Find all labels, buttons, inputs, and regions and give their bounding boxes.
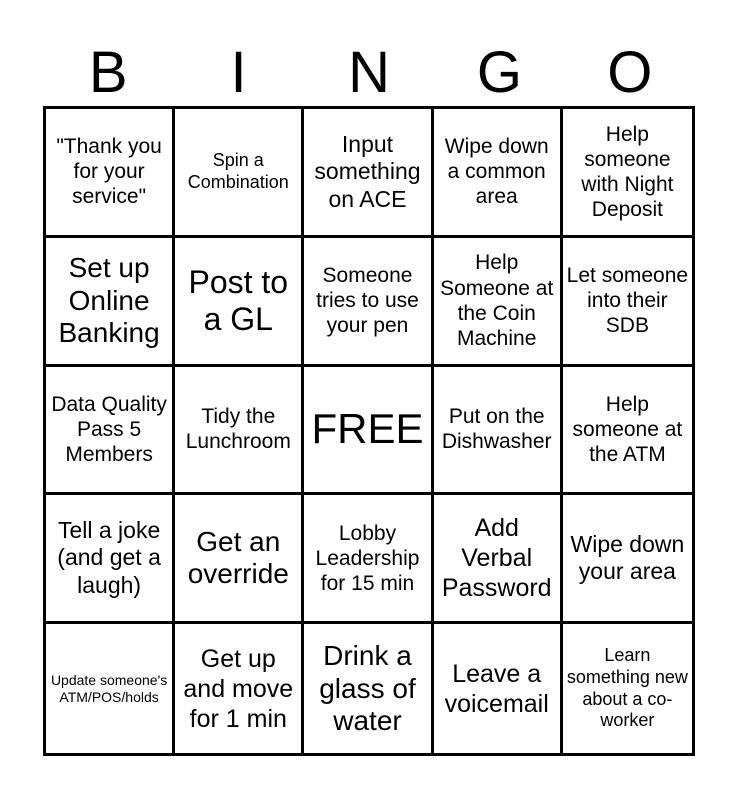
bingo-cell-text: Wipe down a common area	[444, 135, 549, 209]
bingo-cell[interactable]	[304, 495, 433, 624]
bingo-cell-text: Spin a Combination	[187, 150, 289, 192]
bingo-cell[interactable]	[434, 109, 563, 238]
bingo-cell-text: Get up and move for 1 min	[183, 644, 294, 733]
bingo-cell-text: Input something on ACE	[314, 130, 421, 212]
bingo-cell-text: Get an override	[187, 526, 289, 590]
bingo-cell[interactable]	[563, 109, 692, 238]
bingo-card-grid	[43, 106, 695, 756]
bingo-cell-text: Help someone at the ATM	[572, 392, 683, 467]
bingo-cell[interactable]	[46, 109, 175, 238]
bingo-cell[interactable]	[46, 495, 175, 624]
bingo-cell[interactable]	[563, 495, 692, 624]
bingo-cell[interactable]	[304, 367, 433, 496]
bingo-header	[43, 40, 695, 106]
bingo-cell-text: Help someone with Night Deposit	[581, 122, 674, 222]
bingo-cell-text: Lobby Leadership for 15 min	[315, 521, 420, 595]
bingo-cell-text: Drink a glass of water	[319, 640, 416, 736]
bingo-cell[interactable]	[563, 367, 692, 496]
bingo-cell-text: Set up Online Banking	[58, 252, 160, 348]
bingo-cell[interactable]	[304, 238, 433, 367]
header-letter-g: G	[476, 40, 522, 105]
bingo-cell-text: Tell a joke (and get a laugh)	[57, 516, 161, 599]
bingo-cell[interactable]	[304, 109, 433, 238]
bingo-cell[interactable]	[175, 495, 304, 624]
header-letter-b: B	[88, 40, 128, 105]
bingo-cell[interactable]	[175, 238, 304, 367]
header-letter-i: I	[230, 40, 247, 105]
bingo-cell-text: Add Verbal Password	[441, 514, 552, 603]
bingo-cell-text: Help Someone at the Coin Machine	[440, 251, 554, 350]
bingo-cell[interactable]	[563, 624, 692, 753]
bingo-cell-text: Put on the Dishwasher	[441, 405, 552, 454]
bingo-cell-text: Learn something new about a co-worker	[566, 645, 688, 731]
bingo-cell[interactable]	[46, 367, 175, 496]
bingo-cell[interactable]	[46, 624, 175, 753]
bingo-cell[interactable]	[434, 495, 563, 624]
bingo-cell[interactable]	[175, 109, 304, 238]
bingo-cell-text: "Thank you for your service"	[56, 135, 162, 209]
bingo-cell[interactable]	[434, 238, 563, 367]
bingo-cell[interactable]	[304, 624, 433, 753]
bingo-cell[interactable]	[175, 624, 304, 753]
bingo-cell-text: Someone tries to use your pen	[316, 263, 419, 338]
bingo-cell-text: Post to a GL	[188, 263, 289, 337]
header-letter-n: N	[348, 40, 390, 105]
bingo-cell-text: Tidy the Lunchroom	[185, 405, 291, 454]
bingo-cell[interactable]	[563, 238, 692, 367]
bingo-cell-text: FREE	[311, 405, 424, 453]
bingo-cell-text: Data Quality Pass 5 Members	[51, 392, 167, 467]
bingo-cell-text: Update someone's ATM/POS/holds	[50, 671, 168, 705]
bingo-cell-text: Wipe down your area	[570, 530, 685, 585]
bingo-cell[interactable]	[175, 367, 304, 496]
bingo-cell[interactable]	[434, 367, 563, 496]
header-letter-o: O	[607, 40, 653, 105]
bingo-cell-text: Leave a voicemail	[444, 659, 549, 718]
bingo-cell[interactable]	[434, 624, 563, 753]
bingo-cell[interactable]	[46, 238, 175, 367]
bingo-cell-text: Let someone into their SDB	[566, 263, 689, 338]
